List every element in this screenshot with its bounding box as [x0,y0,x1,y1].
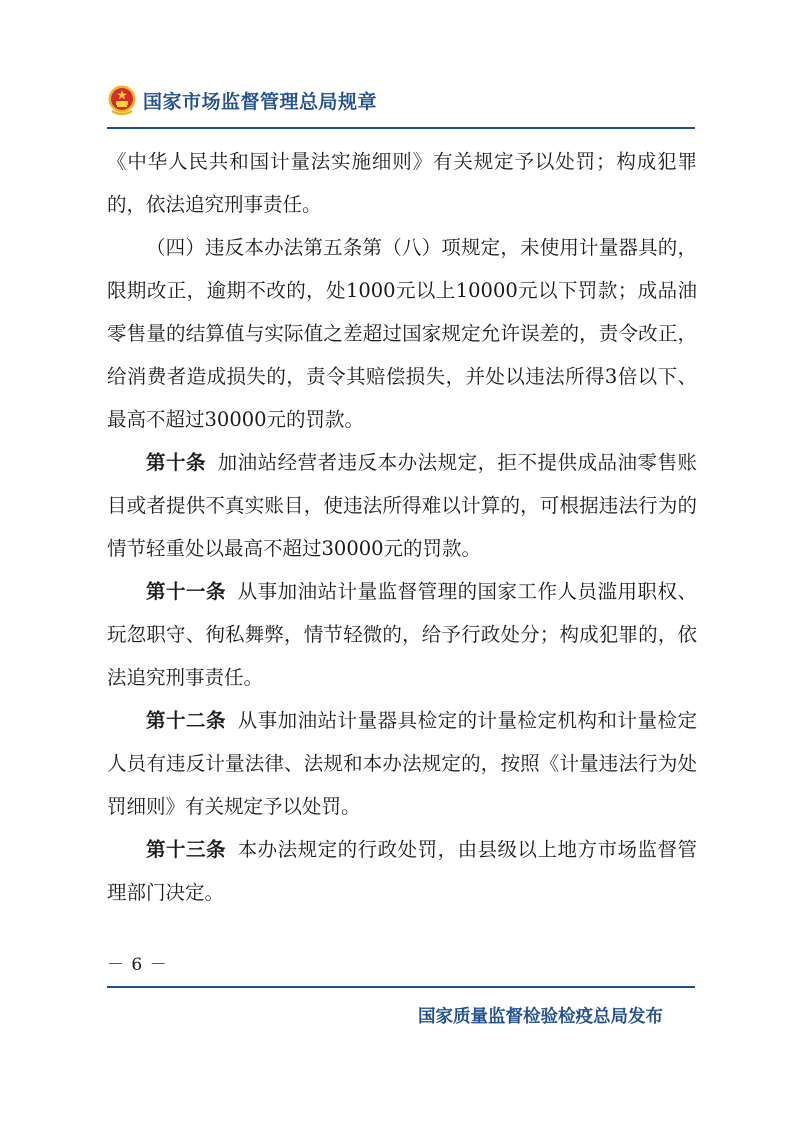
article-13-text: 本办法规定的行政处罚，由县级以上地方市场监督管理部门决定。 [107,838,697,904]
page-number: － 6 － [107,955,168,975]
article-11-text: 从事加油站计量监督管理的国家工作人员滥用职权、玩忽职守、徇私舞弊，情节轻微的，给予行政处分；构成犯罪的，依法追究刑事责任。 [107,580,697,689]
article-11 [107,570,697,699]
article-10-number: 第十条 [146,451,206,474]
article-12-text: 从事加油站计量器具检定的计量检定机构和计量检定人员有违反计量法律、法规和本办法规定的，按照《计量违法行为处罚细则》有关规定予以处罚。 [107,709,697,818]
article-13-number: 第十三条 [146,838,226,861]
header-title: 国家市场监督管理总局规章 [143,90,378,113]
national-emblem-icon [107,83,137,117]
article-11-number: 第十一条 [146,580,226,603]
publisher-footer: 国家质量监督检验检疫总局发布 [418,1007,663,1027]
article-12 [107,699,697,828]
page-header [107,80,377,120]
footer-divider [107,986,695,988]
header-divider [107,127,695,129]
article-12-number: 第十二条 [146,709,226,732]
article-10 [107,441,697,570]
article-13 [107,828,697,914]
article-10-text: 加油站经营者违反本办法规定，拒不提供成品油零售账目或者提供不真实账目，使违法所得难以计算的，可根据违法行为的情节轻重处以最高不超过30000元的罚款。 [107,451,697,560]
document-body [107,140,697,914]
paragraph-continued: 《中华人民共和国计量法实施细则》有关规定予以处罚；构成犯罪的，依法追究刑事责任。 [107,150,697,216]
paragraph-item-4: （四）违反本办法第五条第（八）项规定，未使用计量器具的，限期改正，逾期不改的，处1000元以上10000元以下罚款；成品油零售量的结算值与实际值之差超过国家规定允许误差的，责令改正，给消费者造成损失的，责令其赔偿损失，并处以违法所得3倍以下、最高不超过30000元的罚款。 [107,236,697,431]
